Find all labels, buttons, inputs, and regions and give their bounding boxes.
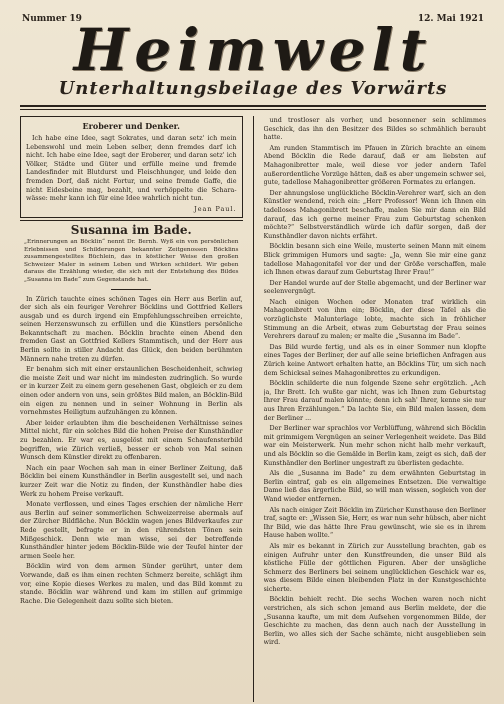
poem-author: Jean Paul.	[194, 204, 237, 213]
column-divider	[253, 116, 254, 702]
article-paragraph: Nach einigen Wochen oder Monaten traf wirklich ein Mahagonibrett von ihm ein; Böcklin, der diese Tafel als die vorzüglichste Malunterlage lobte, machte sich in fröhlicher Stimmung an die Arbeit, etwas zum Geburtstag der Frau seines Verehrers darauf zu malen; er malte die „Susanna im Bade“.	[263, 297, 486, 341]
column-right	[264, 116, 487, 702]
masthead-rule	[20, 105, 486, 110]
article-paragraph: Am runden Stammtisch im Pfauen in Zürich brachte an einem Abend Böcklin die Rede darauf, daß er am liebsten auf Mahagonibretter male, weil diese vor jeder andern Tafel außerordentliche Vorzüge hätten, daß es aber ungemein schwer sei, gute, tadellose Mahagonibretter größeren Formates zu erlangen.	[263, 143, 486, 187]
article-paragraph: Böcklin behielt recht. Die sechs Wochen waren noch nicht verstrichen, als sich schon jemand aus Berlin meldete, der die „Susanna kaufte, um mit dem Aufsehen vorgenommen Bilde, der Geschichte zu machen, das denn auch nach der Ausstellung in Berlin, wo alles sich der Sache schämte, nicht ausgeblieben sein wird.	[263, 595, 486, 647]
intro-divider	[111, 289, 151, 290]
article-paragraph: Der Berliner war sprachlos vor Verblüffung, während sich Böcklin mit grimmigem Vergnügen an seiner Verlegenheit weidete. Das Bild war ein Meisterwerk. Nun mehr schon nicht halb mehr verkauft, und als Böcklin so die Gemälde in Berlin kam, zeigt es sich, daß der Kunsthändler den Berliner ungestraft zu überlisten gedachte.	[263, 424, 486, 467]
text-columns	[20, 116, 486, 702]
article-paragraph: Böcklin wird von dem armen Sünder gerührt, unter dem Vorwande, daß es ihm einen rechten Schmerz bereite, schlägt ihm vor, eine Kopie dieses Werkes zu malen, und das Bild kommt zu stande. Böcklin war während und kam im stillen auf grimmige Rache. Die Gelegenheit dazu sollte sich bieten.	[20, 562, 243, 605]
article-intro: „Erinnerungen an Böcklin“ nennt Dr. Bernh. Wyß ein von persönlichen Erlebnissen und Schilderungen bekannter Zeitgenossen Böcklins zusammengestelltes Büchlein, das in köstlicher Weise den großen Schweizer Maler in seinem Leben und Wirken schildert. Wir geben daraus die Erzählung wieder, die sich mit der Entstehung des Bildes „Susanna im Bade“ zum Gegenstande hat.	[24, 238, 239, 283]
article-paragraph: Aber leider erlaubten ihm die bescheidenen Verhältnisse seines Mittel nicht, für ein solches Bild die hohen Preise der Kunsthändler zu bezahlen. Er war es, ausgelöst mit einem Schaufensterbild begriffen, wie Zürich verließ, besser er schob von Mal seinen Wunsch dem Künstler direkt zu offenbaren.	[20, 418, 243, 462]
article-paragraph: Monate verflossen, und eines Tages erschien der nämliche Herr aus Berlin auf seiner sommerlichen Schweizerreise abermals auf der Zürcher Bildfläche. Nun Böcklin wagen jenes Bildverkaufes zur Rede gestellt, befragte er in den rührendsten Tönen sein Mißgeschick. Denn wie man wisse, sei der betreffende Kunsthändler hinter jedem Böcklin-Bilde wie der Teufel hinter der armen Seele her.	[20, 500, 243, 560]
issue-date: 12. Mai 1921	[417, 14, 484, 24]
article-paragraph: Als nach einiger Zeit Böcklin im Züricher Kunsthause den Berliner traf, sagte er: „Wissen Sie, Herr, es war nun sehr hübsch, aber nicht Ihr Bild, wie das hätte Ihre Frau gewünscht, wie sie es in ihrem Hause haben wollte.“	[263, 505, 486, 540]
article-paragraph: Böcklin besann sich eine Weile, musterte seinen Mann mit einem Blick grimmigen Humors und sagte: „Ja, wenn Sie mir eine ganz tadellose Mahagonitafel vor der und der Größe verschaffen, male ich Ihnen etwas darauf zum Geburtstag Ihrer Frau!“	[263, 242, 486, 277]
article-title: Susanna im Bade.	[70, 223, 192, 238]
article-paragraph: Der ahnungslose unglückliche Böcklin-Verehrer warf, sich an den Künstler wendend, reich ein: „Herr Professor! Wenn ich Ihnen ein tadelloses Mahagonibrett beschaffe, malen Sie mir dann ein Bild darauf, das ich gerne meiner Frau zum Geburtstag schenken möchte?“ Selbstverständlich würde ich dafür sorgen, daß der Kunsthändler davon nichts erfährt.	[263, 188, 486, 240]
article-paragraph: Der Handel wurde auf der Stelle abgemacht, und der Berliner war seelenvergnügt.	[263, 278, 486, 296]
poem-title: Eroberer und Denker.	[82, 121, 180, 131]
article-paragraph: Nach ein paar Wochen sah man in einer Berliner Zeitung, daß Böcklin bei einem Kunsthändler in Berlin ausgestellt sei, und nach kurzer Zeit war die Notiz zu finden, der Kunsthändler habe dies Werk zu hohem Preise verkauft.	[20, 463, 243, 498]
poem-box	[20, 116, 243, 218]
masthead-title: Heimwelt	[73, 16, 433, 84]
masthead	[20, 18, 486, 99]
issue-number: Nummer 19	[22, 14, 82, 24]
poem-text: Ich habe eine Idee, sagt Sokrates, und daran setz' ich mein Lebenswohl und mein Leben selber, denn fremdes darf ich nicht. Ich habe eine Idee, sagt der Eroberer, und daran setz' ich Völker, Städte und Güter und erfülle meine und fremde Landesfinder mit Blutdurst und Fleischhunger, und leide den fremden Dorf, daß nicht Fortur, und seine fremde Gaffe, die nicht Eidesbeine mag, bezahlt, und verhöppelte die Schara-wässe: mehr kann ich für eine Idee wahrlich nicht tun.	[26, 134, 237, 203]
column-left	[20, 116, 243, 702]
article-paragraph: In Zürich tauchte eines schönen Tages ein Herr aus Berlin auf, der sich als ein feuriger Verehrer Böcklins und Gottfried Kellers ausgab und es durch irgend ein Empfehlungsschreiben erreichte, seinen Herzenswunsch zu erfüllen und die Künstlers persönliche Bekanntschaft zu machen. Böcklin brachte einen Abend den fremden Gast an Gottfried Kellers Stammtisch, und der Herr aus Berlin sollte in stiller Andacht das Glück, den beiden berühmten Männern nahe treten zu dürfen.	[20, 294, 243, 363]
article-paragraph: Er benahm sich mit einer erstaunlichen Bescheidenheit, schwieg die meiste Zeit und war nicht im mindesten zudringlich. So wurde er in kurzer Zeit zu einem gern gesehenen Gast, obgleich er zu dem einen oder andern von uns, sein größtes Bild malen, an Böcklin-Bild ein eigen zu nennen und in seiner Wohnung in Berlin als vornehmstes Heiligtum aufzuhängen zu können.	[20, 365, 243, 417]
article-paragraph: Als mir es bekannt in Zürich zur Ausstellung brachten, gab es einigen Aufruhr unter den Kunstfreunden, die unser Bild als köstliche Fülle der göttlichen Figuren. Aber der unsägliche Schmerz des Berliners bei seinem unglücklichen Geschick war es, was diesem Bilde einen bleibenden Platz in der Kunstgeschichte sicherte.	[263, 541, 486, 593]
masthead-subtitle: Unterhaltungsbeilage des Vorwärts	[58, 78, 448, 99]
article-paragraph: Böcklin schilderte die nun folgende Szene sehr ergötzlich. „Ach ja, Ihr Brett. Ich wußte gar nicht, was ich Ihnen zum Geburtstag Ihrer Frau darauf malen könnte; denn ich sah' Ihrer, kenne sie nur aus Ihren Erzählungen.“ Da lachte Sie, ein Bild malen lassen, dem der Berliner ...	[263, 379, 486, 422]
article-paragraph: Als die „Susanna im Bade“ zu dem erwähnten Geburtstag in Berlin eintraf, gab es ein allgemeines Entsetzen. Die verwaltige Dame ließ das ärgerliche Bild, so will man wissen, sogleich von der Wand wieder entfernen.	[263, 469, 486, 503]
article-paragraph: und trostloser als vorher, und besonnener sein schlimmes Geschick, das ihn den Besitzer des Bildes so schmählich beraubt hatte.	[263, 116, 486, 142]
article-paragraph: Das Bild wurde fertig, und als es in einer Sommer nun klopfte eines Tages der Berliner, der auf alle seine brieflichen Anfragen aus Zürich keine Antwort erhalten hatte, an Böcklins Tür, um sich nach dem Schicksal seines Mahagonibrettes zu erkundigen.	[263, 342, 486, 377]
